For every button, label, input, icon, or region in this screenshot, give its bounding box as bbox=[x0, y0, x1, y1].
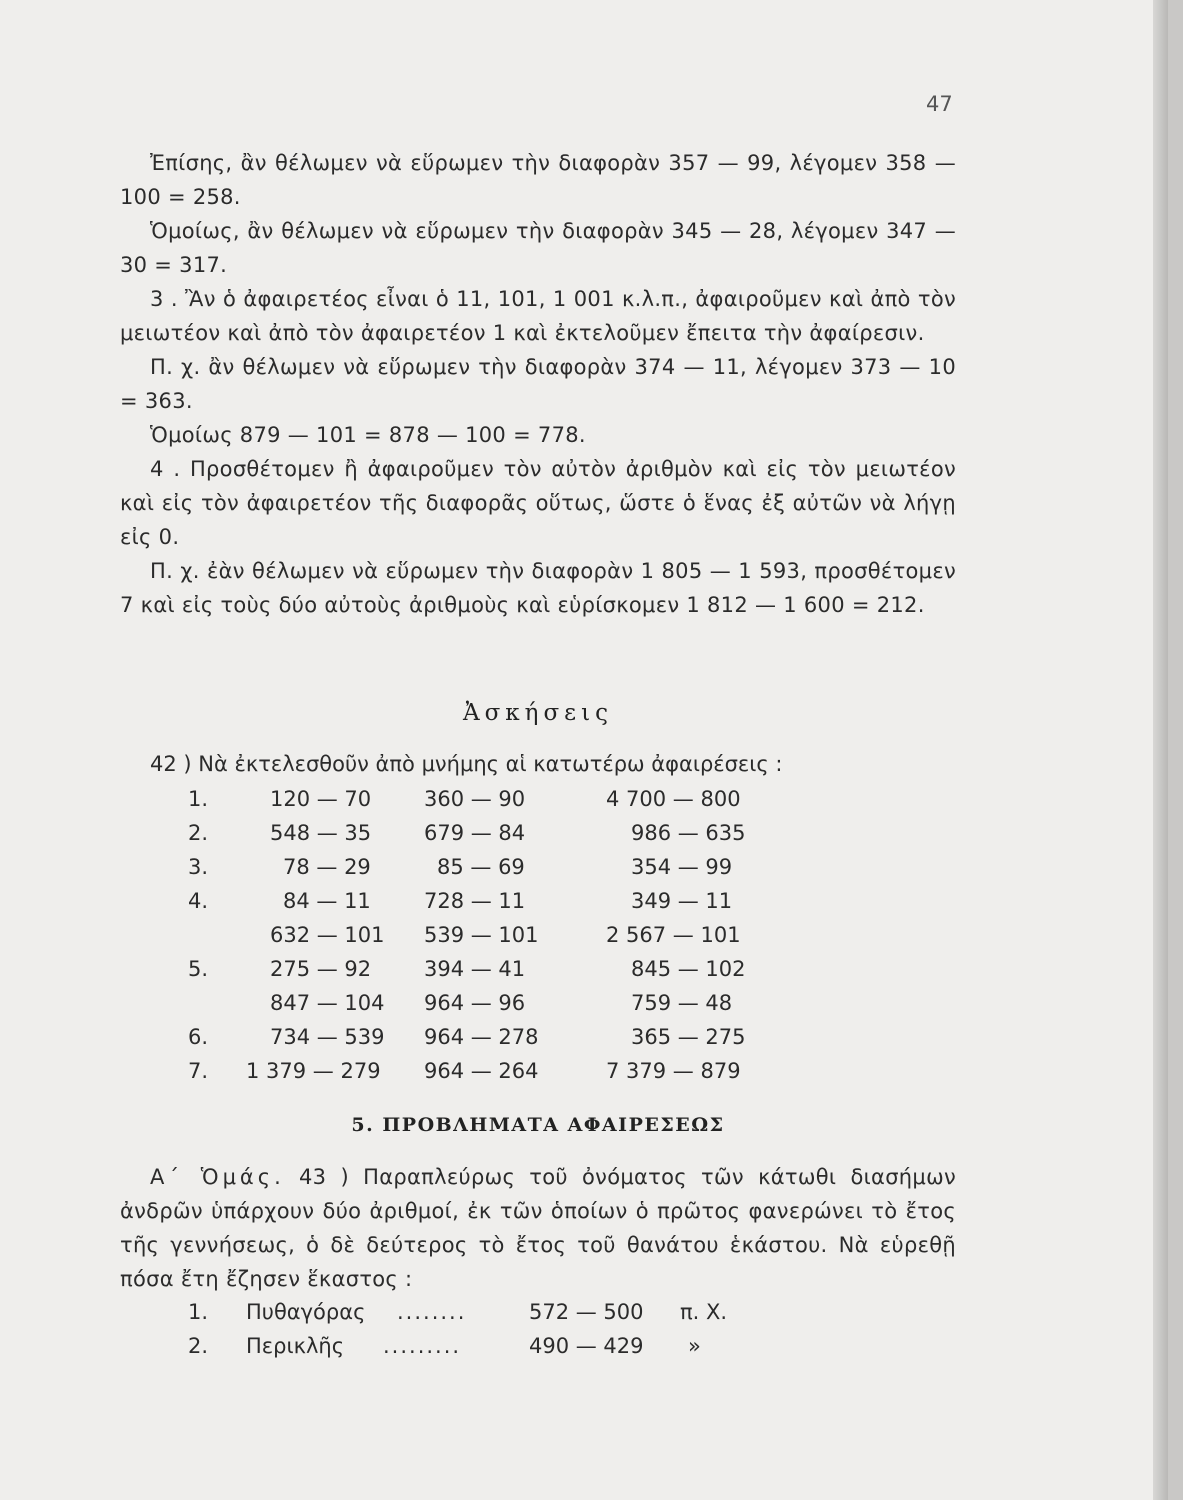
subtraction-c: 365 — 275 bbox=[631, 1025, 746, 1049]
subtraction-c: 986 — 635 bbox=[631, 821, 746, 845]
subtraction-c: 845 — 102 bbox=[631, 957, 746, 981]
page-number: 47 bbox=[926, 92, 953, 116]
subtraction-a: 84 — 11 bbox=[283, 889, 371, 913]
subtraction-a: 275 — 92 bbox=[270, 957, 372, 981]
subtraction-b: 964 — 278 bbox=[424, 1025, 539, 1049]
years: 572 — 500 bbox=[529, 1300, 644, 1324]
paragraph: Π. χ. ἂν θέλωμεν νὰ εὕρωμεν τὴν διαφορὰν 374 — 11, λέγομεν 373 — 10 = 363. bbox=[120, 355, 956, 413]
row-number: 6. bbox=[188, 1025, 209, 1049]
subtraction-a: 847 — 104 bbox=[270, 991, 385, 1015]
subtraction-c: 354 — 99 bbox=[631, 855, 733, 879]
leader-dots: ........ bbox=[397, 1300, 467, 1324]
section-title: 5. ΠΡΟΒΛΗΜΑΤΑ ΑΦΑΙΡΕΣΕΩΣ bbox=[351, 1114, 725, 1136]
person-name: Περικλῆς bbox=[246, 1334, 345, 1358]
subtraction-b: 539 — 101 bbox=[424, 923, 539, 947]
row-number: 2. bbox=[188, 821, 209, 845]
row-number: 4. bbox=[188, 889, 209, 913]
era: » bbox=[688, 1334, 701, 1358]
subtraction-b: 679 — 84 bbox=[424, 821, 526, 845]
paragraph: Ὁμοίως 879 — 101 = 878 — 100 = 778. bbox=[150, 423, 586, 447]
paragraph: Ἐπίσης, ἂν θέλωμεν νὰ εὕρωμεν τὴν διαφορὰν 357 — 99, λέγομεν 358 — 100 = 258. bbox=[120, 151, 956, 209]
body-text bbox=[120, 146, 956, 622]
page-edge bbox=[1153, 0, 1168, 1500]
subtraction-c: 759 — 48 bbox=[631, 991, 733, 1015]
row-number: 5. bbox=[188, 957, 209, 981]
subtraction-b: 728 — 11 bbox=[424, 889, 526, 913]
subtraction-b: 85 — 69 bbox=[437, 855, 525, 879]
subtraction-b: 360 — 90 bbox=[424, 787, 526, 811]
problem-paragraph bbox=[120, 1160, 956, 1296]
leader-dots: ......... bbox=[383, 1334, 462, 1358]
subtraction-c: 7 379 — 879 bbox=[606, 1059, 741, 1083]
exercises-heading: Ἀσκήσεις bbox=[463, 700, 613, 726]
subtraction-a: 632 — 101 bbox=[270, 923, 385, 947]
subtraction-a: 120 — 70 bbox=[270, 787, 372, 811]
subtraction-a: 1 379 — 279 bbox=[246, 1059, 381, 1083]
exercise-intro: 42 ) Νὰ ἐκτελεσθοῦν ἀπὸ μνήμης αἱ κατωτέρω ἀφαιρέσεις : bbox=[150, 752, 783, 776]
subtraction-b: 964 — 96 bbox=[424, 991, 526, 1015]
row-number: 3. bbox=[188, 855, 209, 879]
subtraction-c: 4 700 — 800 bbox=[606, 787, 741, 811]
paragraph: 4 . Προσθέτομεν ἢ ἀφαιροῦμεν τὸν αὐτὸν ἀριθμὸν καὶ εἰς τὸν μειωτέον καὶ εἰς τὸν ἀφαιρετέον τῆς διαφορᾶς οὕτως, ὥστε ὁ ἕνας ἐξ αὐτῶν νὰ λήγῃ εἰς 0. bbox=[120, 457, 956, 549]
subtraction-b: 964 — 264 bbox=[424, 1059, 539, 1083]
problem-text: 43 ) Παραπλεύρως τοῦ ὀνόματος τῶν κάτωθι διασήμων ἀνδρῶν ὑπάρχουν δύο ἀριθμοί, ἐκ τῶν ὁποίων ὁ πρῶτος φανερώνει τὸ ἔτος τῆς γεννήσεως, ὁ δὲ δεύτερος τὸ ἔτος τοῦ θανάτου ἑκάστου. Νὰ εὑρεθῇ πόσα ἔτη ἔζησεν ἕκαστος : bbox=[120, 1165, 956, 1291]
era: π. Χ. bbox=[680, 1300, 728, 1324]
paragraph: 3 . Ἂν ὁ ἀφαιρετέος εἶναι ὁ 11, 101, 1 001 κ.λ.π., ἀφαιροῦμεν καὶ ἀπὸ τὸν μειωτέον καὶ ἀπὸ τὸν ἀφαιρετέον 1 καὶ ἐκτελοῦμεν ἔπειτα τὴν ἀφαίρεσιν. bbox=[120, 287, 956, 345]
row-number: 1. bbox=[188, 787, 209, 811]
subtraction-c: 2 567 — 101 bbox=[606, 923, 741, 947]
paragraph: Π. χ. ἐὰν θέλωμεν νὰ εὕρωμεν τὴν διαφορὰν 1 805 — 1 593, προσθέτομεν 7 καὶ εἰς τοὺς δύο αὐτοὺς ἀριθμοὺς καὶ εὑρίσκομεν 1 812 — 1 600 = 212. bbox=[120, 559, 956, 617]
subtraction-a: 734 — 539 bbox=[270, 1025, 385, 1049]
subtraction-b: 394 — 41 bbox=[424, 957, 526, 981]
item-number: 2. bbox=[188, 1334, 209, 1358]
item-number: 1. bbox=[188, 1300, 209, 1324]
person-name: Πυθαγόρας bbox=[246, 1300, 366, 1324]
row-number: 7. bbox=[188, 1059, 209, 1083]
subtraction-a: 548 — 35 bbox=[270, 821, 372, 845]
subtraction-c: 349 — 11 bbox=[631, 889, 733, 913]
paragraph: Ὁμοίως, ἂν θέλωμεν νὰ εὕρωμεν τὴν διαφορὰν 345 — 28, λέγομεν 347 — 30 = 317. bbox=[120, 219, 956, 277]
group-label: Α΄ Ὁμάς. bbox=[150, 1165, 285, 1189]
subtraction-a: 78 — 29 bbox=[283, 855, 371, 879]
years: 490 — 429 bbox=[529, 1334, 644, 1358]
